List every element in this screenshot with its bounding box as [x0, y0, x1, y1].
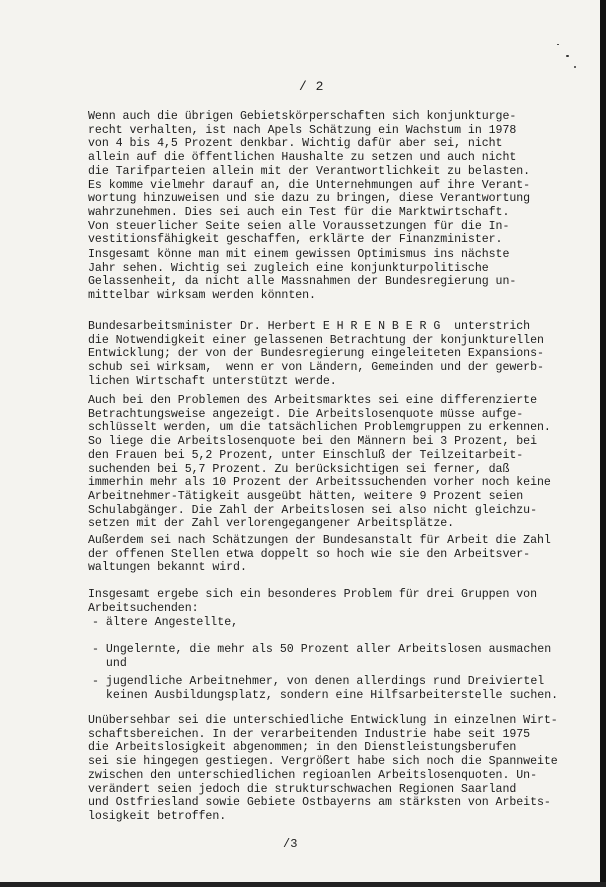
text-line: losigkeit betroffen. — [88, 809, 227, 823]
paragraph-labor-market — [88, 394, 588, 531]
text-line: Wenn auch die übrigen Gebietskörperschaften sich konjunkturge- — [88, 110, 517, 123]
paragraph-apel-growth — [88, 110, 588, 247]
text-line: - Ungelernte, die mehr als 50 Prozent aller Arbeitslosen ausmachen — [92, 643, 552, 656]
scan-speck — [566, 55, 569, 57]
text-line: wortung hinzuweisen und sie dazu zu bringen, diese Verantwortung — [88, 192, 531, 206]
text-line: immerhin mehr als 10 Prozent der Arbeitssuchenden vorher noch keine — [88, 476, 551, 490]
text-line: - ältere Angestellte, — [92, 616, 239, 629]
text-line: und — [92, 656, 127, 670]
list-item-older-employees — [92, 616, 588, 630]
text-line: suchenden bei 5,7 Prozent. Zu berücksichtigen sei ferner, daß — [88, 462, 510, 476]
text-line: mittelbar wirksam werden könnten. — [88, 289, 316, 303]
paragraph-ehrenberg — [88, 320, 588, 389]
paragraph-sectors — [88, 714, 588, 824]
text-line: schub sei wirksam, wenn er von Ländern, Gemeinden und der gewerb- — [88, 361, 544, 375]
scan-border-bottom — [0, 882, 606, 887]
text-line: Arbeitsuchenden: — [88, 601, 199, 615]
text-line: von 4 bis 4,5 Prozent denkbar. Wichtig dafür aber sei, nicht — [88, 137, 503, 151]
text-line: schlüsselt werden, um die tatsächlichen Problemgruppen zu erkennen. — [88, 421, 551, 435]
text-line: Insgesamt könne man mit einem gewissen Optimismus ins nächste — [88, 248, 510, 261]
text-line: der offenen Stellen etwa doppelt so hoch wie sie den Arbeitsver- — [88, 547, 531, 561]
text-line: Schulabgänger. Die Zahl der Arbeitslosen sei also nicht gleichzu- — [88, 503, 537, 517]
text-line: Unübersehbar sei die unterschiedliche Entwicklung in einzelnen Wirt- — [88, 714, 558, 727]
text-line: den Frauen bei 5,2 Prozent, unter Einschluß der Teilzeitarbeit- — [88, 448, 524, 462]
text-line: die Notwendigkeit einer gelassenen Betrachtung der konjunkturellen — [88, 333, 544, 347]
text-line: die Tarifparteien allein mit der Verantwortlichkeit zu belasten. — [88, 164, 531, 178]
text-line: Insgesamt ergebe sich ein besonderes Problem für drei Gruppen von — [88, 588, 537, 601]
text-line: lichen Wirtschaft unterstützt werde. — [88, 374, 337, 388]
text-line: und Ostfriesland sowie Gebiete Ostbayerns am stärksten von Arbeits- — [88, 796, 551, 810]
paragraph-open-positions — [88, 534, 588, 575]
text-line: Auch bei den Problemen des Arbeitsmarktes sei eine differenzierte — [88, 394, 537, 407]
text-line: setzen mit der Zahl verlorengegangener Arbeitsplätze. — [88, 517, 455, 531]
text-line: Arbeitnehmer-Tätigkeit ausgeübt hätten, weitere 9 Prozent seien — [88, 489, 524, 503]
scan-speck — [574, 66, 576, 68]
text-line: Es komme vielmehr darauf an, die Unternehmungen auf ihre Verant- — [88, 178, 531, 192]
list-item-unskilled — [92, 643, 588, 670]
scan-speck — [557, 44, 559, 45]
text-line: - jugendliche Arbeitnehmer, von denen allerdings rund Dreiviertel — [92, 675, 545, 688]
list-item-young-workers — [92, 675, 588, 702]
text-line: Entwicklung; der von der Bundesregierung eingeleiteten Expansions- — [88, 347, 544, 361]
text-line: wahrzunehmen. Dies sei auch ein Test für die Marktwirtschaft. — [88, 205, 510, 219]
text-line: recht verhalten, ist nach Apels Schätzung ein Wachstum in 1978 — [88, 123, 517, 137]
text-line: So liege die Arbeitslosenquote bei den Männern bei 3 Prozent, bei — [88, 435, 537, 449]
page-number-top: / 2 — [299, 79, 324, 94]
text-line: sei sie hingegen gestiegen. Vergrößert habe sich noch die Spannweite — [88, 755, 558, 769]
paragraph-optimism — [88, 248, 588, 303]
text-line: Von steuerlicher Seite seien alle Voraussetzungen für die In- — [88, 219, 510, 233]
text-line: verändert seien jedoch die strukturschwachen Regionen Saarland — [88, 782, 517, 796]
text-line: Betrachtungsweise angezeigt. Die Arbeitslosenquote müsse aufge- — [88, 407, 524, 421]
text-line: Außerdem sei nach Schätzungen der Bundesanstalt für Arbeit die Zahl — [88, 534, 551, 547]
text-line: Bundesarbeitsminister Dr. Herbert E H R E N B E R G unterstrich — [88, 320, 531, 333]
text-line: die Arbeitslosigkeit abgenommen; in den Dienstleistungsberufen — [88, 741, 517, 755]
paragraph-problem-groups — [88, 588, 588, 615]
text-line: Jahr sehen. Wichtig sei zugleich eine konjunkturpolitische — [88, 261, 489, 275]
text-line: schaftsbereichen. In der verarbeitenden Industrie habe seit 1975 — [88, 727, 531, 741]
text-line: keinen Ausbildungsplatz, sondern eine Hilfsarbeiterstelle suchen. — [92, 688, 559, 702]
text-line: Gelassenheit, da nicht alle Massnahmen der Bundesregierung un- — [88, 275, 517, 289]
scan-border-right — [600, 0, 606, 887]
page-number-bottom: /3 — [283, 837, 298, 851]
text-line: allein auf die öffentlichen Haushalte zu setzen und auch nicht — [88, 151, 517, 165]
text-line: vestitionsfähigkeit geschaffen, erklärte der Finanzminister. — [88, 233, 503, 247]
text-line: waltungen bekannt wird. — [88, 561, 247, 575]
text-line: zwischen den unterschiedlichen regioanlen Arbeitslosenquoten. Un- — [88, 768, 537, 782]
